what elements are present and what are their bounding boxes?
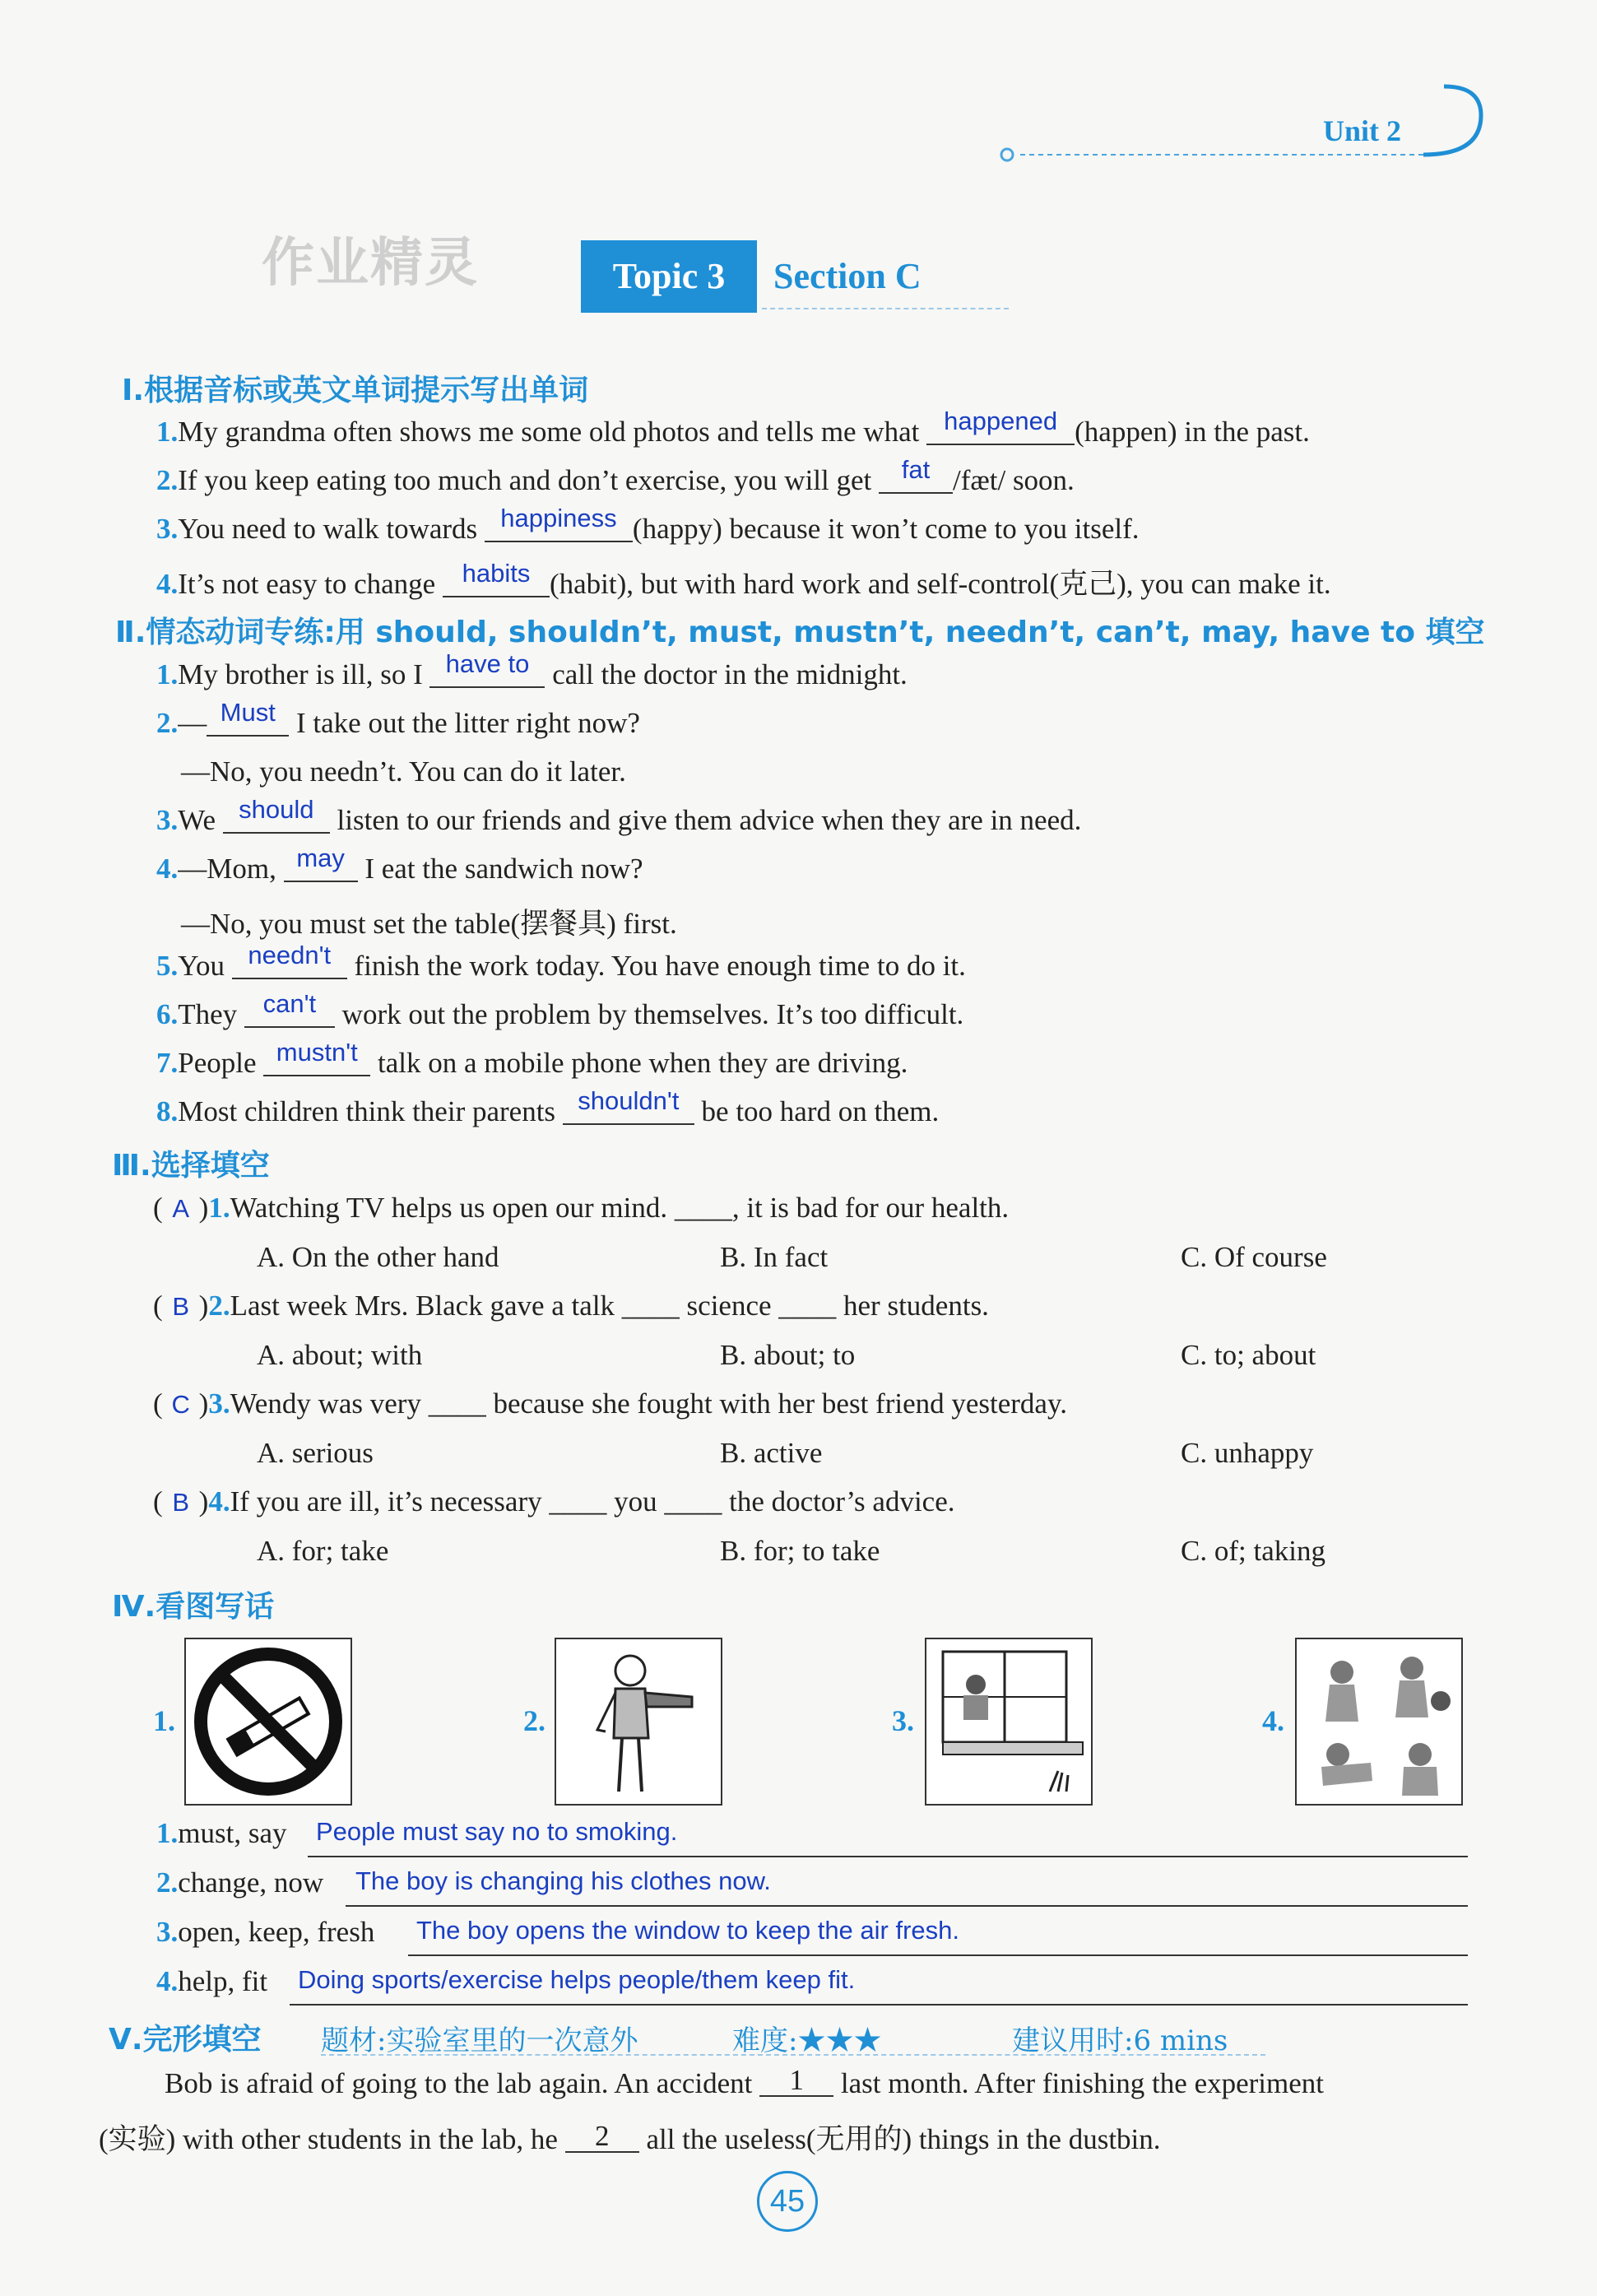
item-text: finish the work today. You have enough time to do it. xyxy=(354,950,966,982)
p3-q3-opt-b[interactable]: B. active xyxy=(720,1437,823,1469)
section-label: Section C xyxy=(773,256,922,296)
part5-title: Ⅴ.完形填空 xyxy=(109,2023,262,2057)
item-text: —No, you must set the table(摆餐具) first. xyxy=(181,908,677,940)
cue-words: help, fit xyxy=(178,1965,268,1997)
item-text: (habit), but with hard work and self-control(克己), you can make it. xyxy=(549,568,1331,600)
page-number-badge xyxy=(757,2171,818,2232)
item-number: 1. xyxy=(156,658,179,690)
answer-text: habits xyxy=(462,559,531,588)
p3-q2-opt-b[interactable]: B. about; to xyxy=(720,1339,856,1371)
cue-words: must, say xyxy=(178,1817,287,1849)
cloze-text: (实验) with other students in the lab, he xyxy=(99,2123,558,2155)
unit-header-decoration xyxy=(996,82,1489,165)
item-number: 3. xyxy=(156,804,179,836)
item-number: 4. xyxy=(208,1485,230,1517)
written-answer[interactable]: The boy is changing his clothes now. xyxy=(355,1866,771,1895)
item-number: 2. xyxy=(208,1290,230,1322)
part5-meta-underline xyxy=(321,2054,1265,2056)
item-number: 1. xyxy=(208,1192,230,1224)
p3-q1-opt-c[interactable]: C. Of course xyxy=(1181,1241,1327,1273)
picture-number: 3. xyxy=(892,1704,914,1737)
p2-item-4-reply xyxy=(181,901,677,942)
answer-blank[interactable] xyxy=(263,1038,370,1076)
p3-q4-opt-a[interactable]: A. for; take xyxy=(257,1535,389,1567)
part5-difficulty: 难度:★★★ xyxy=(732,2024,882,2057)
p3-q4-opt-b[interactable]: B. for; to take xyxy=(720,1535,880,1567)
section-underline xyxy=(762,308,1009,309)
p1-item-3 xyxy=(156,504,1140,546)
item-text: My brother is ill, so I xyxy=(178,658,423,690)
p1-item-4 xyxy=(156,561,1331,602)
item-text: I take out the litter right now? xyxy=(296,707,640,739)
topic-label: Topic 3 xyxy=(581,240,757,313)
answer-text: happiness xyxy=(500,504,617,532)
p2-item-5 xyxy=(156,941,966,983)
answer-text: mustn't xyxy=(276,1038,358,1067)
p2-item-4 xyxy=(156,844,643,885)
cue-words: change, now xyxy=(178,1866,324,1899)
item-text: /fæt/ soon. xyxy=(953,464,1075,496)
answer-text: may xyxy=(296,844,345,872)
item-text: (happen) in the past. xyxy=(1075,416,1310,448)
item-text: work out the problem by themselves. It’s too difficult. xyxy=(341,998,964,1030)
part5-time: 建议用时:6 mins xyxy=(1012,2024,1228,2057)
item-text: If you keep eating too much and don’t exercise, you will get xyxy=(178,464,872,496)
item-text: I eat the sandwich now? xyxy=(364,853,643,885)
choice-answer[interactable]: A xyxy=(172,1194,189,1223)
p1-item-2 xyxy=(156,455,1075,497)
p4-item-3 xyxy=(156,1916,374,1949)
answer-blank[interactable] xyxy=(926,407,1075,445)
item-text: We xyxy=(178,804,216,836)
choice-answer[interactable]: B xyxy=(172,1488,189,1517)
item-text: — xyxy=(178,707,207,739)
cloze-blank[interactable] xyxy=(759,2064,833,2097)
answer-line xyxy=(308,1856,1468,1857)
written-answer[interactable]: Doing sports/exercise helps people/them keep fit. xyxy=(298,1965,856,1994)
part3-title: Ⅲ.选择填空 xyxy=(112,1149,270,1183)
answer-blank[interactable] xyxy=(284,844,358,882)
answer-line xyxy=(346,1905,1468,1907)
sports-icon xyxy=(1297,1639,1461,1804)
answer-blank[interactable] xyxy=(232,941,347,979)
item-text: talk on a mobile phone when they are driving. xyxy=(378,1047,908,1079)
picture-number: 4. xyxy=(1262,1704,1284,1737)
item-text: —No, you needn’t. You can do it later. xyxy=(181,755,626,788)
item-text: Most children think their parents xyxy=(178,1095,556,1127)
picture-number: 1. xyxy=(153,1704,175,1737)
p3-q3: ( C )3.Wendy was very ____ because she fought with her best friend yesterday. xyxy=(153,1387,1067,1420)
answer-blank[interactable] xyxy=(223,795,330,834)
item-number: 1. xyxy=(156,1817,179,1849)
answer-blank[interactable] xyxy=(244,989,335,1028)
p2-item-2-reply xyxy=(181,755,626,788)
cloze-line-2 xyxy=(99,2117,1161,2158)
blank-number: 1 xyxy=(789,2064,804,2096)
p3-q4-opt-c[interactable]: C. of; taking xyxy=(1181,1535,1325,1567)
item-text: (happy) because it won’t come to you itself. xyxy=(632,513,1140,545)
picture-number: 2. xyxy=(523,1704,545,1737)
item-number: 7. xyxy=(156,1047,179,1079)
answer-blank[interactable] xyxy=(207,698,289,737)
unit-header xyxy=(996,82,1489,165)
item-text: It’s not easy to change xyxy=(178,568,436,600)
answer-text: have to xyxy=(445,649,530,678)
cloze-line-1 xyxy=(165,2064,1324,2100)
item-text: My grandma often shows me some old photos and tells me what xyxy=(178,416,920,448)
unit-label: Unit 2 xyxy=(1323,114,1402,147)
answer-blank[interactable] xyxy=(429,649,545,688)
p3-q2-opt-c[interactable]: C. to; about xyxy=(1181,1339,1316,1371)
p2-item-7 xyxy=(156,1038,908,1080)
no-smoking-icon xyxy=(186,1639,351,1804)
p3-q4: ( B )4.If you are ill, it’s necessary ____ you ____ the doctor’s advice. xyxy=(153,1485,955,1517)
cloze-text: all the useless(无用的) things in the dustbin. xyxy=(646,2123,1161,2155)
p3-q1: ( A )1.Watching TV helps us open our mind. ____, it is bad for our health. xyxy=(153,1192,1010,1224)
item-text: You need to walk towards xyxy=(178,513,478,545)
answer-blank[interactable] xyxy=(879,455,953,494)
answer-line xyxy=(408,1954,1468,1956)
cloze-text: Bob is afraid of going to the lab again. An accident xyxy=(165,2067,753,2099)
p3-q1-opt-a[interactable]: A. On the other hand xyxy=(257,1241,499,1273)
no-smoking-picture xyxy=(184,1638,352,1806)
p3-q2: ( B )2.Last week Mrs. Black gave a talk ____ science ____ her students. xyxy=(153,1290,989,1322)
window-icon xyxy=(926,1639,1091,1804)
question-text: Watching TV helps us open our mind. ____, it is bad for our health. xyxy=(230,1192,1010,1224)
answer-text: happened xyxy=(944,407,1058,435)
answer-blank[interactable] xyxy=(563,1086,694,1125)
answer-text: fat xyxy=(901,455,931,484)
item-text: listen to our friends and give them advice when they are in need. xyxy=(337,804,1082,836)
boy-icon xyxy=(556,1639,721,1804)
boy-changing-clothes-picture xyxy=(555,1638,722,1806)
cloze-text: last month. After finishing the experiment xyxy=(840,2067,1324,2099)
answer-text: shouldn't xyxy=(578,1086,680,1115)
item-text: be too hard on them. xyxy=(701,1095,940,1127)
item-number: 3. xyxy=(156,1916,179,1948)
part2-title: Ⅱ.情态动词专练:用 should, shouldn’t, must, mustn’t, needn’t, can’t, may, have to 填空 xyxy=(115,616,1485,649)
item-number: 4. xyxy=(156,568,179,600)
item-number: 5. xyxy=(156,950,179,982)
written-answer[interactable]: The boy opens the window to keep the air fresh. xyxy=(416,1916,960,1945)
answer-text: needn't xyxy=(248,941,332,969)
cloze-blank[interactable] xyxy=(565,2120,639,2153)
answer-text: can't xyxy=(262,989,317,1018)
part4-title: Ⅳ.看图写话 xyxy=(112,1590,275,1624)
part5-topic: 题材:实验室里的一次意外 xyxy=(321,2024,638,2057)
cue-words: open, keep, fresh xyxy=(178,1916,375,1948)
p4-item-2 xyxy=(156,1866,323,1899)
children-sports-picture xyxy=(1295,1638,1463,1806)
choice-answer[interactable]: B xyxy=(172,1292,189,1321)
item-number: 2. xyxy=(156,707,179,739)
answer-blank[interactable] xyxy=(443,559,550,597)
p2-item-6 xyxy=(156,989,964,1031)
p2-item-1 xyxy=(156,649,908,691)
boy-opening-window-picture xyxy=(925,1638,1093,1806)
topic-banner xyxy=(581,240,1017,316)
p1-item-1 xyxy=(156,407,1310,449)
p3-q2-opt-a[interactable]: A. about; with xyxy=(257,1339,423,1371)
p3-q1-opt-b[interactable]: B. In fact xyxy=(720,1241,829,1273)
written-answer[interactable]: People must say no to smoking. xyxy=(316,1817,678,1846)
item-text: —Mom, xyxy=(178,853,276,885)
question-text: Wendy was very ____ because she fought with her best friend yesterday. xyxy=(230,1387,1067,1420)
part1-title: Ⅰ.根据音标或英文单词提示写出单词 xyxy=(122,374,589,407)
item-number: 4. xyxy=(156,1965,179,1997)
answer-line xyxy=(290,2004,1468,2006)
item-number: 6. xyxy=(156,998,179,1030)
answer-text: should xyxy=(239,795,314,824)
p2-item-8 xyxy=(156,1086,940,1128)
watermark: 作业精灵 xyxy=(262,233,479,294)
page-number: 45 xyxy=(769,2184,805,2219)
p3-q3-opt-c[interactable]: C. unhappy xyxy=(1181,1437,1314,1469)
question-text: Last week Mrs. Black gave a talk ____ science ____ her students. xyxy=(230,1290,989,1322)
item-number: 2. xyxy=(156,464,179,496)
item-number: 3. xyxy=(208,1387,230,1420)
blank-number: 2 xyxy=(594,2120,610,2152)
p4-item-4 xyxy=(156,1965,267,1998)
p2-item-3 xyxy=(156,795,1082,837)
item-text: People xyxy=(178,1047,257,1079)
item-number: 3. xyxy=(156,513,179,545)
item-number: 2. xyxy=(156,1866,179,1899)
question-text: If you are ill, it’s necessary ____ you ____ the doctor’s advice. xyxy=(230,1485,955,1517)
item-number: 4. xyxy=(156,853,179,885)
p2-item-2 xyxy=(156,698,640,740)
choice-answer[interactable]: C xyxy=(171,1390,190,1419)
item-text: You xyxy=(178,950,225,982)
p3-q3-opt-a[interactable]: A. serious xyxy=(257,1437,374,1469)
item-number: 1. xyxy=(156,416,179,448)
item-text: call the doctor in the midnight. xyxy=(552,658,908,690)
item-text: They xyxy=(178,998,238,1030)
answer-text: Must xyxy=(220,698,276,727)
p4-item-1 xyxy=(156,1817,286,1850)
item-number: 8. xyxy=(156,1095,179,1127)
answer-blank[interactable] xyxy=(485,504,633,542)
